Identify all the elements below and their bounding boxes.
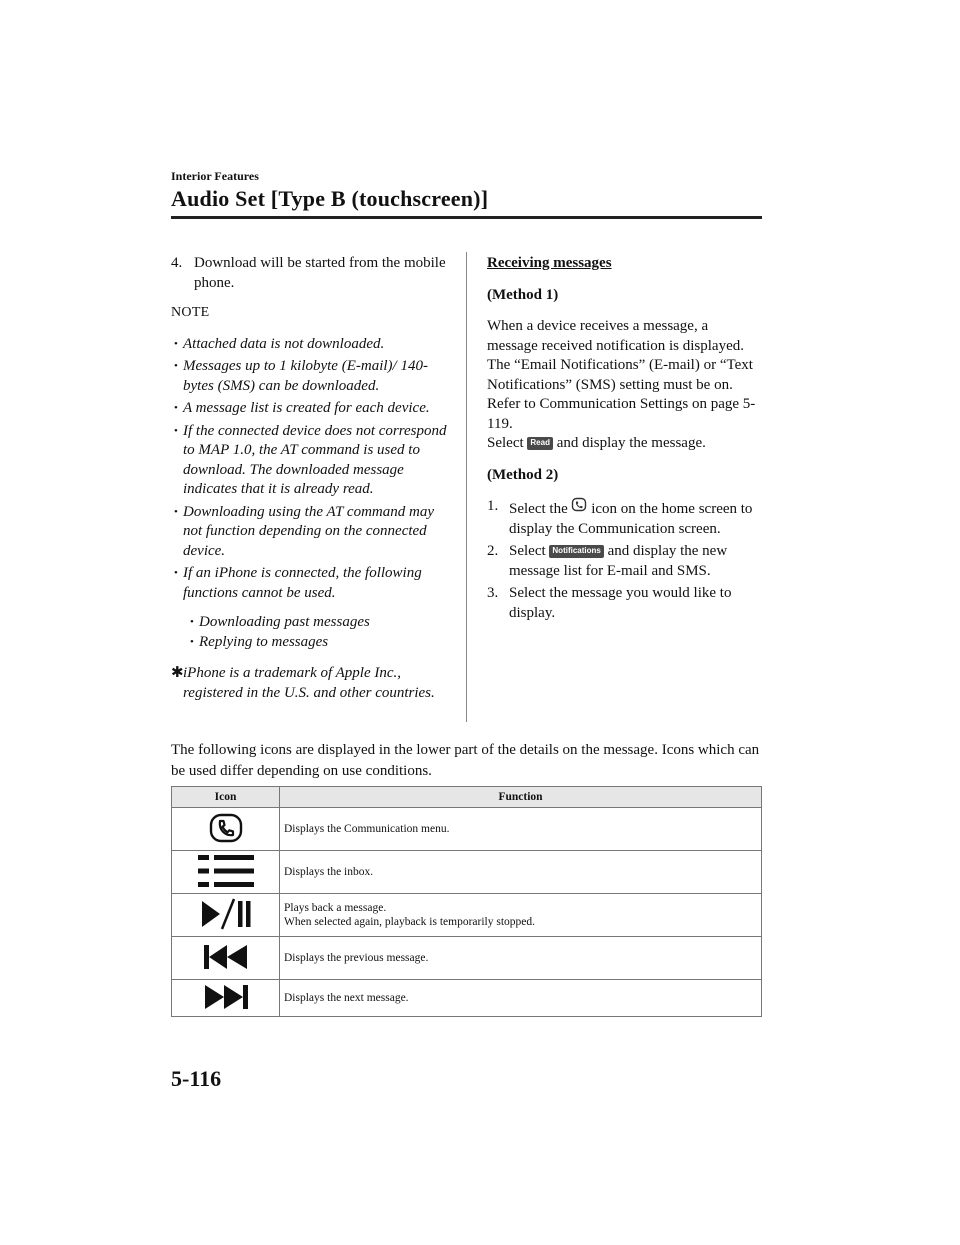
step-number: 2.: [487, 543, 499, 559]
step-number: 4.: [171, 255, 183, 271]
phone-icon: [209, 813, 243, 843]
sub-note-item: • Replying to messages: [187, 633, 451, 653]
footnote: [171, 664, 451, 703]
step-suffix: icon on the home screen to display the Communication screen.: [509, 501, 753, 537]
note-list: [171, 335, 451, 604]
read-button[interactable]: Read: [527, 437, 553, 450]
play-pause-icon: [200, 898, 252, 930]
method-1-text: When a device receives a message, a message received notification is displayed. The “Email Notifications” (E-mail) or “Text Notifications” (SMS) setting must be on.: [487, 318, 753, 393]
icon-cell: [172, 894, 280, 937]
step-number: 3.: [487, 585, 499, 601]
note-item: • Attached data is not downloaded.: [171, 335, 451, 355]
sub-note-list: [171, 613, 451, 652]
function-text: Plays back a message.: [284, 902, 387, 914]
method-1-paragraph: [487, 317, 762, 454]
method-2-label: (Method 2): [487, 466, 559, 483]
function-cell: [280, 851, 762, 894]
table-row: [172, 808, 762, 851]
list-icon: [197, 854, 255, 888]
function-cell: [280, 980, 762, 1017]
function-text: Displays the next message.: [284, 992, 409, 1004]
step-prefix: Select the: [509, 501, 568, 517]
method-2-step-2: [487, 542, 762, 581]
title-rule: [171, 216, 762, 219]
step-number: 1.: [487, 498, 499, 514]
function-cell: [280, 808, 762, 851]
note-item: • Messages up to 1 kilobyte (E-mail)/ 140-bytes (SMS) can be downloaded.: [171, 357, 451, 396]
step-suffix: and display the new message list for E-mail and SMS.: [509, 543, 728, 579]
table-row: [172, 937, 762, 980]
skip-next-icon: [203, 984, 249, 1010]
note-item: • A message list is created for each device.: [171, 399, 451, 419]
method-1-select-suffix: and display the message.: [556, 435, 706, 451]
icon-header: Icon: [172, 787, 280, 808]
table-row: [172, 851, 762, 894]
method-1-label: (Method 1): [487, 286, 559, 303]
note-label: NOTE: [171, 305, 210, 320]
column-divider: [466, 252, 467, 722]
sub-note-item: • Downloading past messages: [187, 613, 451, 633]
function-text: Displays the previous message.: [284, 952, 429, 964]
step-text: Download will be started from the mobile phone.: [194, 255, 446, 291]
note-item: • Downloading using the AT command may not function depending on the connected device.: [171, 503, 451, 562]
function-text: When selected again, playback is temporarily stopped.: [284, 916, 535, 928]
icon-cell: [172, 808, 280, 851]
icon-function-table: [171, 786, 762, 1017]
table-header-row: [172, 787, 762, 808]
left-column: [171, 254, 451, 703]
note-item: • If the connected device does not correspond to MAP 1.0, the AT command is used to download. The downloaded message indicates that it is already read.: [171, 422, 451, 500]
function-text: Displays the inbox.: [284, 866, 374, 878]
table-row: [172, 894, 762, 937]
receiving-messages-heading: Receiving messages: [487, 255, 612, 271]
method-1-select-prefix: Select: [487, 435, 524, 451]
page-number: 5-116: [171, 1066, 222, 1091]
step-4: [171, 254, 451, 293]
page-title: Audio Set [Type B (touchscreen)]: [171, 186, 489, 211]
icon-cell: [172, 980, 280, 1017]
function-text: Displays the Communication menu.: [284, 823, 450, 835]
asterisk-icon: ✱: [171, 665, 184, 681]
function-cell: [280, 894, 762, 937]
function-cell: [280, 937, 762, 980]
step-prefix: Select: [509, 543, 546, 559]
skip-previous-icon: [203, 944, 249, 970]
icons-intro: The following icons are displayed in the lower part of the details on the message. Icons which can be used differ depending on use conditions.: [171, 742, 760, 779]
communication-icon[interactable]: [571, 497, 587, 513]
right-column: [487, 254, 762, 626]
notifications-button[interactable]: Notifications: [549, 545, 603, 558]
icon-cell: [172, 851, 280, 894]
method-2-step-3: [487, 584, 762, 623]
function-header: Function: [280, 787, 762, 808]
step-text: [509, 542, 762, 581]
step-text: [509, 497, 762, 539]
step-text: Select the message you would like to display.: [509, 585, 732, 621]
method-2-step-1: [487, 497, 762, 539]
table-row: [172, 980, 762, 1017]
icon-cell: [172, 937, 280, 980]
method-1-reference: Refer to Communication Settings on page 5-119.: [487, 396, 756, 432]
section-label: Interior Features: [171, 169, 259, 183]
footnote-text: iPhone is a trademark of Apple Inc., registered in the U.S. and other countries.: [183, 665, 435, 701]
note-item: • If an iPhone is connected, the following functions cannot be used.: [171, 564, 451, 603]
